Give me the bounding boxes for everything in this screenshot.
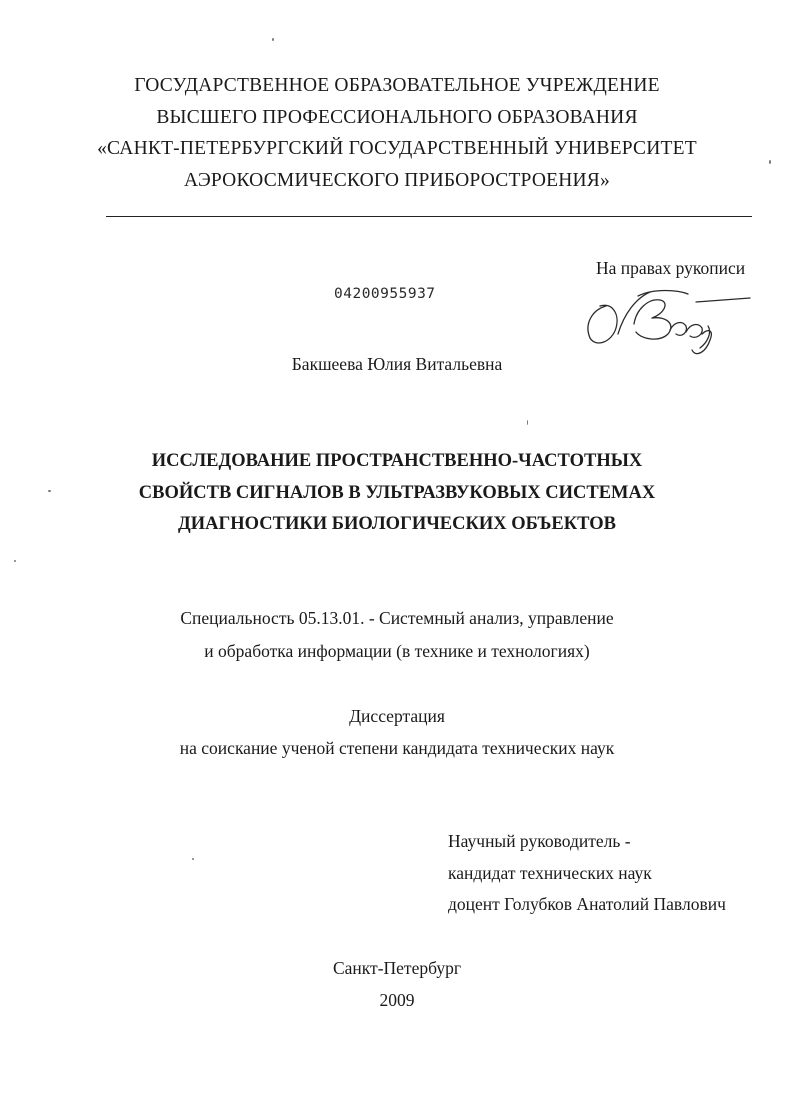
scan-speck <box>192 858 194 860</box>
advisor-line: Научный руководитель - <box>448 831 631 851</box>
scan-speck <box>769 160 771 164</box>
advisor-line: кандидат технических наук <box>448 862 652 883</box>
dissertation-title <box>0 446 794 541</box>
degree-line: Диссертация <box>349 706 445 726</box>
advisor-line: доцент Голубков Анатолий Павлович <box>448 894 726 914</box>
registration-code: 04200955937 <box>334 286 436 302</box>
scan-speck <box>272 38 274 41</box>
degree-line: на соискание ученой степени кандидата технических наук <box>179 738 615 758</box>
specialty-line: Специальность 05.13.01. - Системный анализ, управление <box>180 608 614 628</box>
title-line: ИССЛЕДОВАНИЕ ПРОСТРАНСТВЕННО-ЧАСТОТНЫХ <box>151 451 643 471</box>
manuscript-rights-note: На правах рукописи <box>596 258 746 278</box>
city: Санкт-Петербург <box>332 958 462 978</box>
title-line: ДИАГНОСТИКИ БИОЛОГИЧЕСКИХ ОБЪЕКТОВ <box>178 514 616 534</box>
institution-header <box>0 70 794 196</box>
scan-speck <box>527 420 528 425</box>
specialty-line: и обработка информации (в технике и технологиях) <box>204 641 590 661</box>
degree-block <box>0 700 794 764</box>
title-line: СВОЙСТВ СИГНАЛОВ В УЛЬТРАЗВУКОВЫХ СИСТЕМАХ <box>138 482 656 503</box>
header-divider <box>106 216 752 217</box>
place-and-year <box>0 952 794 1016</box>
institution-line: «САНКТ-ПЕТЕРБУРГСКИЙ ГОСУДАРСТВЕННЫЙ УНИВЕРСИТЕТ <box>97 138 697 159</box>
specialty-block <box>0 602 794 668</box>
institution-line: ВЫСШЕГО ПРОФЕССИОНАЛЬНОГО ОБРАЗОВАНИЯ <box>156 106 638 128</box>
institution-line: АЭРОКОСМИЧЕСКОГО ПРИБОРОСТРОЕНИЯ» <box>184 169 610 191</box>
year: 2009 <box>379 990 415 1010</box>
scan-speck <box>48 490 51 492</box>
scan-speck <box>14 560 16 562</box>
scientific-advisor <box>448 826 726 921</box>
institution-line: ГОСУДАРСТВЕННОЕ ОБРАЗОВАТЕЛЬНОЕ УЧРЕЖДЕНИЕ <box>134 75 660 96</box>
author-name: Бакшеева Юлия Витальевна <box>291 354 503 374</box>
